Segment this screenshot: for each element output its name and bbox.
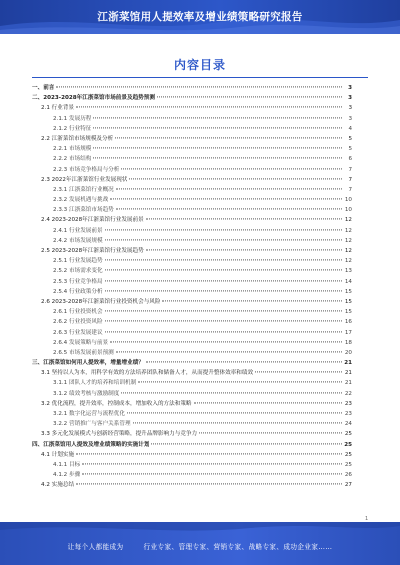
toc-entry[interactable]	[32, 144, 352, 154]
toc-entry-label: 2.6.3 行业发展建议	[53, 329, 103, 336]
toc-page-number: 18	[344, 339, 352, 346]
header-banner	[0, 0, 400, 34]
toc-entry[interactable]	[32, 93, 352, 103]
toc-dot-leader	[105, 331, 342, 332]
toc-dot-leader	[105, 290, 342, 291]
toc-dot-leader	[199, 433, 342, 434]
toc-entry[interactable]	[32, 378, 352, 388]
page-number: 1	[365, 516, 369, 522]
toc-dot-leader	[105, 280, 342, 281]
toc-page-number: 21	[344, 380, 352, 387]
toc-page-number: 21	[344, 370, 352, 377]
toc-entry[interactable]	[32, 440, 352, 450]
toc-dot-leader	[129, 178, 342, 179]
toc-entry[interactable]	[32, 358, 352, 368]
toc-dot-leader	[105, 239, 342, 240]
toc-dot-leader	[105, 270, 342, 271]
toc-entry-label: 2.1.1 发展历程	[53, 115, 92, 122]
toc-entry-label: 3.3 多元化发展模式与创新经营策略，提升品牌影响力与竞争力	[41, 431, 198, 438]
toc-page-number: 3	[348, 115, 352, 122]
toc-entry[interactable]	[32, 419, 352, 429]
toc-dot-leader	[138, 382, 342, 383]
toc-entry-label: 一、前言	[32, 85, 55, 91]
toc-divider	[32, 77, 368, 78]
toc-page-number: 3	[348, 105, 352, 112]
toc-entry-label: 2.3.2 发展机遇与挑战	[53, 197, 109, 204]
toc-entry[interactable]	[32, 297, 352, 307]
toc-entry[interactable]	[32, 134, 352, 144]
toc-entry-label: 2.6 2023-2028年江浙菜馆行业投资机会与风险	[41, 298, 161, 305]
toc-entry-label: 2.5 2023-2028年江浙菜馆行业发展趋势	[41, 248, 144, 254]
toc-page-number: 10	[344, 207, 352, 214]
toc-page-number: 12	[344, 237, 352, 244]
toc-entry-label: 2.2.2 市场结构	[53, 156, 92, 163]
toc-entry-label: 2.5.2 市场需求变化	[53, 268, 103, 275]
toc-entry-label: 2.6.2 行业投资风险	[53, 319, 103, 326]
toc-entry[interactable]	[32, 236, 352, 246]
toc-dot-leader	[93, 127, 342, 128]
toc-dot-leader	[105, 311, 342, 312]
toc-entry-label: 3.1.1 团队人才的培养和培训机制	[53, 380, 137, 387]
toc-page-number: 5	[348, 135, 352, 142]
toc-dot-leader	[110, 341, 342, 342]
toc-dot-leader	[76, 484, 342, 485]
toc-dot-leader	[56, 86, 342, 87]
toc-entry[interactable]	[32, 226, 352, 236]
toc-entry[interactable]	[32, 389, 352, 399]
toc-entry-label: 2.1.2 行业特征	[53, 125, 92, 132]
toc-dot-leader	[121, 392, 342, 393]
toc-page-number: 23	[344, 411, 352, 417]
footer-role: 营销专家、	[213, 543, 249, 551]
toc-page-number: 14	[344, 278, 352, 285]
toc-page-number: 25	[344, 431, 352, 438]
toc-page-number: 7	[348, 176, 352, 183]
toc-entry[interactable]	[32, 328, 352, 338]
toc-entry[interactable]	[32, 399, 352, 409]
toc-entry[interactable]	[32, 246, 352, 256]
toc-entry-label: 4.1.1 目标	[53, 461, 81, 468]
toc-entry-label: 2.4 2023-2028年江浙菜馆行业发展前景	[41, 217, 144, 224]
toc-entry-label: 2.2.3 市场竞争格局与分析	[53, 166, 120, 173]
toc-dot-leader	[82, 463, 342, 464]
toc-entry[interactable]	[32, 317, 352, 327]
toc-page-number: 20	[344, 349, 352, 356]
toc-dot-leader	[76, 107, 342, 108]
toc-entry[interactable]	[32, 338, 352, 348]
toc-dot-leader	[151, 443, 342, 444]
toc-entry[interactable]	[32, 480, 352, 490]
toc-dot-leader	[116, 209, 342, 210]
toc-page-number: 21	[344, 360, 352, 367]
toc-dot-leader	[93, 158, 342, 159]
toc-entry-label: 三、江浙菜馆如何用人提效率，增量增业绩？	[32, 360, 144, 367]
toc-entry[interactable]	[32, 83, 352, 93]
toc-dot-leader	[146, 361, 342, 362]
toc-page-number: 5	[348, 146, 352, 153]
toc-entry[interactable]	[32, 195, 352, 205]
toc-dot-leader	[82, 474, 342, 475]
toc-heading: 内容目录	[173, 58, 226, 72]
footer-role: 行业专家、	[143, 543, 179, 551]
toc-dot-leader	[105, 321, 342, 322]
toc-entry-label: 2.5.3 行业竞争格局	[53, 278, 103, 285]
toc-page-number: 25	[344, 441, 352, 448]
toc-entry[interactable]	[32, 287, 352, 297]
toc-entry-label: 2.5.4 行业政策分析	[53, 288, 103, 295]
toc-page-number: 27	[344, 482, 352, 489]
footer-role: 战略专家、	[248, 543, 284, 551]
toc-dot-leader	[146, 249, 342, 250]
toc-page-number: 15	[344, 298, 352, 305]
toc-entry[interactable]	[32, 205, 352, 215]
toc-entry[interactable]	[32, 450, 352, 460]
toc-dot-leader	[162, 300, 342, 301]
toc-page-number: 3	[348, 95, 352, 102]
toc-dot-leader	[93, 148, 342, 149]
toc-dot-leader	[116, 188, 342, 189]
toc-entry-label: 2.6.4 发展策略与前景	[53, 339, 109, 346]
toc-dot-leader	[255, 372, 342, 373]
toc-entry-label: 四、江浙菜馆用人提效及增业绩策略的实施计划	[32, 441, 150, 448]
toc-entry[interactable]	[32, 368, 352, 378]
toc-entry[interactable]	[32, 256, 352, 266]
toc-entry[interactable]	[32, 460, 352, 470]
toc-page-number: 25	[344, 461, 352, 468]
toc-entry-label: 3.2.1 数字化运营与流程优化	[53, 411, 125, 417]
toc-page-number: 10	[344, 197, 352, 204]
toc-page-number: 12	[344, 227, 352, 234]
toc-dot-leader	[105, 260, 342, 261]
toc-page-number: 3	[348, 85, 352, 91]
toc-entry-label: 2.5.1 行业发展趋势	[53, 258, 103, 265]
toc-page-number: 17	[344, 329, 352, 336]
toc-entry-label: 2.2.1 市场规模	[53, 146, 92, 153]
toc-dot-leader	[76, 453, 342, 454]
toc-entry-label: 3.1 坚持以人为本，用科学有效的方法培养团队和储备人才，从而提升整体效率和绩效	[41, 370, 254, 377]
table-of-contents	[32, 83, 352, 491]
toc-dot-leader	[146, 219, 342, 220]
toc-page-number: 15	[344, 309, 352, 316]
toc-entry[interactable]	[32, 215, 352, 225]
toc-dot-leader	[93, 117, 342, 118]
toc-page-number: 25	[344, 451, 352, 458]
toc-dot-leader	[105, 229, 342, 230]
toc-page-number: 24	[344, 421, 352, 428]
toc-dot-leader	[121, 168, 342, 169]
toc-entry-label: 2.2 江浙菜馆市场规模及分析	[41, 135, 114, 142]
footer-role: 成功企业家……	[283, 543, 333, 551]
toc-dot-leader	[110, 198, 342, 199]
toc-entry-label: 2.3 2022年江浙菜馆行业发展现状	[41, 176, 128, 183]
toc-entry-label: 3.2 优化流程，提升效率，控制成本，增加收入的方法和策略	[41, 400, 192, 407]
toc-page-number: 7	[348, 166, 352, 173]
toc-entry[interactable]	[32, 175, 352, 185]
toc-dot-leader	[133, 423, 342, 424]
toc-page-number: 22	[344, 390, 352, 397]
toc-entry-label: 2.3.1 江浙菜馆行业概况	[53, 186, 114, 193]
toc-dot-leader	[127, 412, 342, 413]
toc-entry-label: 2.6.5 市场发展前景预测	[53, 349, 114, 356]
toc-entry-label: 2.4.1 行业发展前景	[53, 227, 103, 234]
toc-page-number: 12	[344, 248, 352, 254]
toc-entry[interactable]	[32, 266, 352, 276]
toc-page-number: 16	[344, 319, 352, 326]
toc-entry[interactable]	[32, 124, 352, 134]
toc-entry[interactable]	[32, 307, 352, 317]
toc-entry-label: 2.4.2 市场发展规模	[53, 237, 103, 244]
toc-page-number: 12	[344, 217, 352, 224]
toc-page-number: 15	[344, 288, 352, 295]
toc-page-number: 23	[344, 400, 352, 407]
toc-dot-leader	[115, 137, 342, 138]
toc-page-number: 6	[348, 156, 352, 163]
toc-dot-leader	[157, 97, 342, 98]
toc-entry-label: 3.2.2 营销推广与客户关系管理	[53, 421, 131, 428]
report-title: 江浙菜馆用人提效率及增业绩策略研究报告	[97, 11, 303, 23]
toc-entry-label: 3.1.2 绩效考核与激励制度	[53, 390, 120, 397]
toc-entry[interactable]	[32, 185, 352, 195]
toc-entry[interactable]	[32, 103, 352, 113]
toc-entry[interactable]	[32, 114, 352, 124]
toc-page-number: 7	[348, 186, 352, 193]
toc-entry-label: 二、2023-2028年江浙菜馆市场前景及趋势预测	[32, 95, 155, 102]
toc-page-number: 26	[344, 472, 352, 479]
footer-role: 管理专家、	[178, 543, 214, 551]
toc-entry-label: 2.6.1 行业投资机会	[53, 309, 103, 316]
toc-entry[interactable]	[32, 277, 352, 287]
toc-entry[interactable]	[32, 165, 352, 175]
toc-page-number: 13	[344, 268, 352, 275]
footer-slogan	[0, 541, 400, 551]
toc-entry-label: 2.1 行业背景	[41, 105, 75, 112]
toc-entry[interactable]	[32, 409, 352, 419]
toc-entry-label: 4.1.2 步骤	[53, 472, 81, 479]
toc-entry[interactable]	[32, 429, 352, 439]
toc-page-number: 12	[344, 258, 352, 265]
toc-entry[interactable]	[32, 348, 352, 358]
toc-entry-label: 4.2 实施总结	[41, 482, 75, 489]
toc-entry[interactable]	[32, 470, 352, 480]
toc-dot-leader	[116, 351, 342, 352]
toc-page-number: 4	[348, 125, 352, 132]
toc-entry-label: 4.1 计划实施	[41, 451, 75, 458]
toc-dot-leader	[194, 402, 342, 403]
footer-slogan-lead: 让每个人都能成为	[67, 543, 124, 551]
toc-entry-label: 2.3.3 江浙菜馆市场趋势	[53, 207, 114, 214]
toc-entry[interactable]	[32, 154, 352, 164]
